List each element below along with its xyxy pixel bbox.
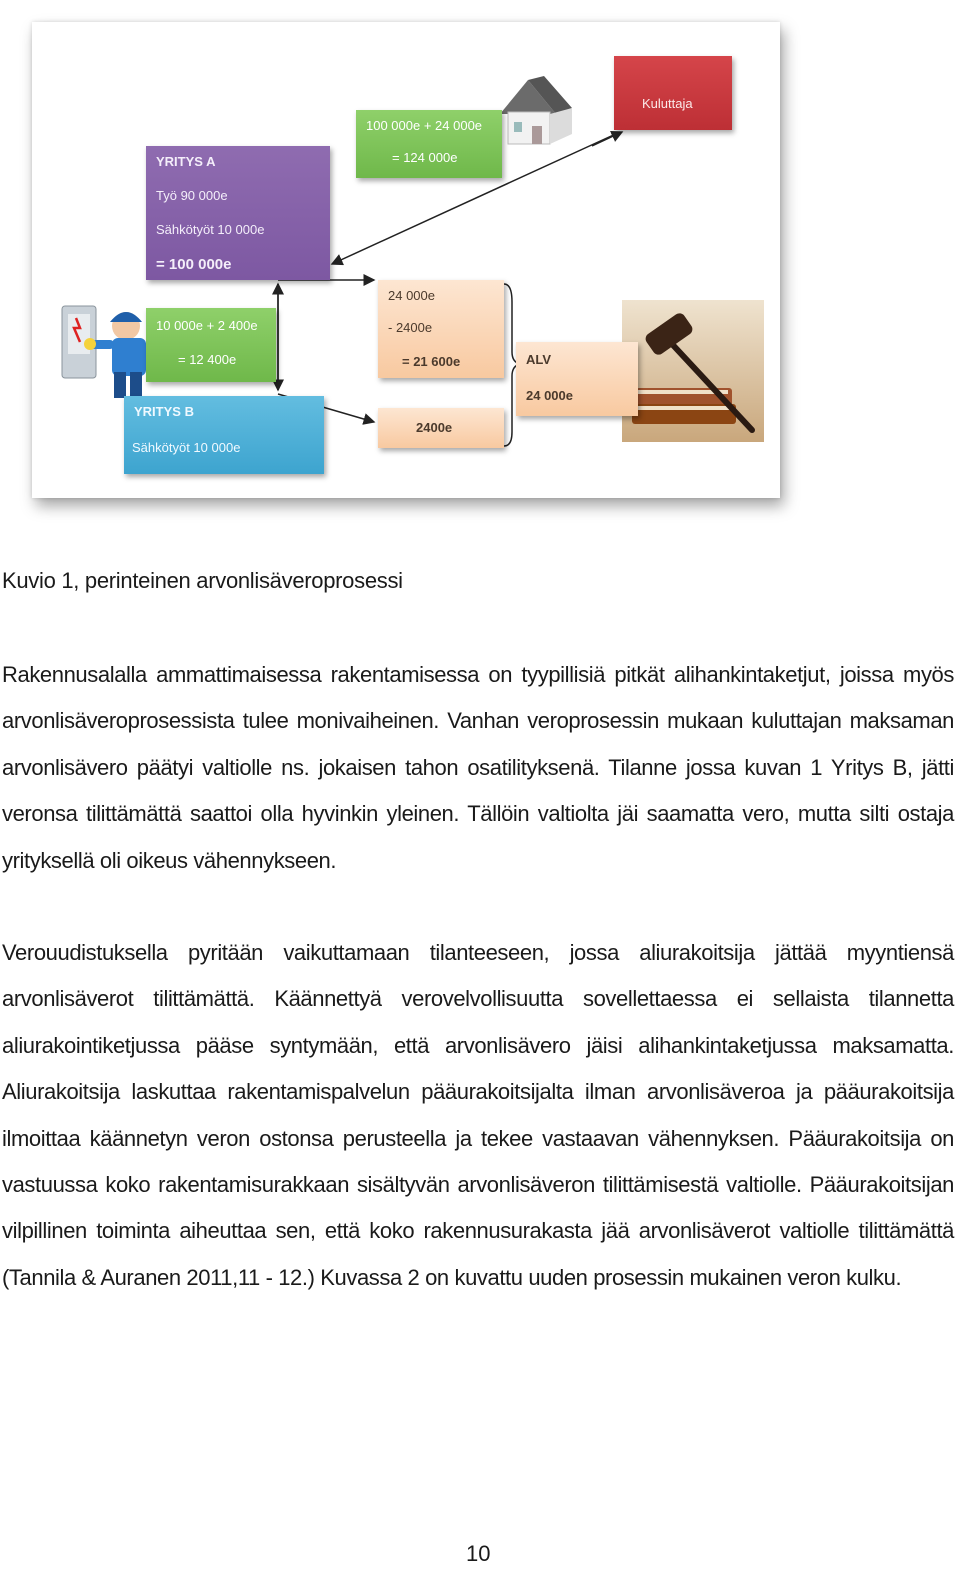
vat-calc-line2: - 2400e bbox=[388, 320, 433, 335]
yritys-a-box bbox=[146, 146, 330, 280]
consumer-price-box bbox=[356, 110, 502, 178]
yritys-a-title: YRITYS A bbox=[156, 154, 216, 169]
kuluttaja-label: Kuluttaja bbox=[642, 96, 693, 111]
electrician-icon bbox=[62, 306, 146, 398]
yritys-b-line1: Sähkötyöt 10 000e bbox=[132, 440, 241, 455]
yritys-b-price-box bbox=[146, 308, 276, 382]
vat-calc-box bbox=[378, 280, 504, 378]
yritys-b-box bbox=[124, 396, 324, 474]
kuluttaja-box bbox=[614, 56, 732, 130]
gavel-books-image bbox=[622, 300, 764, 442]
yritys-a-total: = 100 000e bbox=[156, 256, 232, 273]
alv-value: 24 000e bbox=[526, 388, 573, 403]
alv-box bbox=[516, 342, 638, 416]
yritys-b-price-line1: 10 000e + 2 400e bbox=[156, 318, 258, 333]
vat-b-value: 2400e bbox=[416, 420, 453, 435]
figure-caption: Kuvio 1, perinteinen arvonlisäveroprosessi bbox=[2, 568, 403, 593]
vat-calc-line1: 24 000e bbox=[388, 288, 435, 303]
yritys-b-price-line2: = 12 400e bbox=[178, 352, 237, 367]
vat-calc-line3: = 21 600e bbox=[402, 354, 461, 369]
consumer-price-line2: = 124 000e bbox=[392, 150, 458, 165]
vat-b-box bbox=[378, 408, 504, 448]
yritys-a-line1: Työ 90 000e bbox=[156, 188, 228, 203]
house-icon bbox=[500, 76, 572, 144]
alv-title: ALV bbox=[526, 352, 552, 367]
consumer-price-line1: 100 000e + 24 000e bbox=[366, 118, 483, 133]
paragraph-2: Verouudistuksella pyritään vaikuttamaan tilanteeseen, jossa aliurakoitsija jättää myyntiensä arvonlisäverot tilittämättä. Käännettyä verovelvollisuutta sovellettaessa ei sellaista tilannetta aliurakointiketjussa pääse syntymään, että arvonlisävero jäisi alihankintaketjussa maksamatta. Aliurakoitsija laskuttaa rakentamispalvelun pääurakoitsijalta ilman arvonlisäveroa ja pääurakoitsija ilmoittaa käännetyn veron ostonsa perusteella ja tekee vastaavan vähennyksen. Pääurakoitsija on vastuussa koko rakentamisurakkaan sisältyvän arvonlisäveron tilittämisestä valtiolle. Pääurakoitsijan vilpillinen toiminta aiheuttaa sen, että koko rakennusurakasta jää arvonlisäverot valtiolle tilittämättä (Tannila & Auranen 2011,11 - 12.) Kuvassa 2 on kuvattu uuden prosessin mukainen veron kulku. bbox=[2, 940, 954, 1290]
page-number: 10 bbox=[466, 1541, 491, 1566]
yritys-b-title: YRITYS B bbox=[134, 404, 194, 419]
yritys-a-line2: Sähkötyöt 10 000e bbox=[156, 222, 265, 237]
paragraph-1: Rakennusalalla ammattimaisessa rakentamisessa on tyypillisiä pitkät alihankintaketjut, joissa myös arvonlisäveroprosessista tulee monivaiheinen. Vanhan veroprosessin mukaan kuluttajan maksaman arvonlisävero päätyi valtiolle ns. jokaisen tahon osatilityksenä. Tilanne jossa kuvan 1 Yritys B, jätti veronsa tilittämättä saattoi olla hyvinkin yleinen. Tällöin valtiolta jäi saamatta vero, mutta silti ostaja yrityksellä oli oikeus vähennykseen. bbox=[2, 662, 954, 873]
figure-vat-process bbox=[32, 22, 780, 498]
arrow-to-kuluttaja bbox=[592, 132, 622, 146]
